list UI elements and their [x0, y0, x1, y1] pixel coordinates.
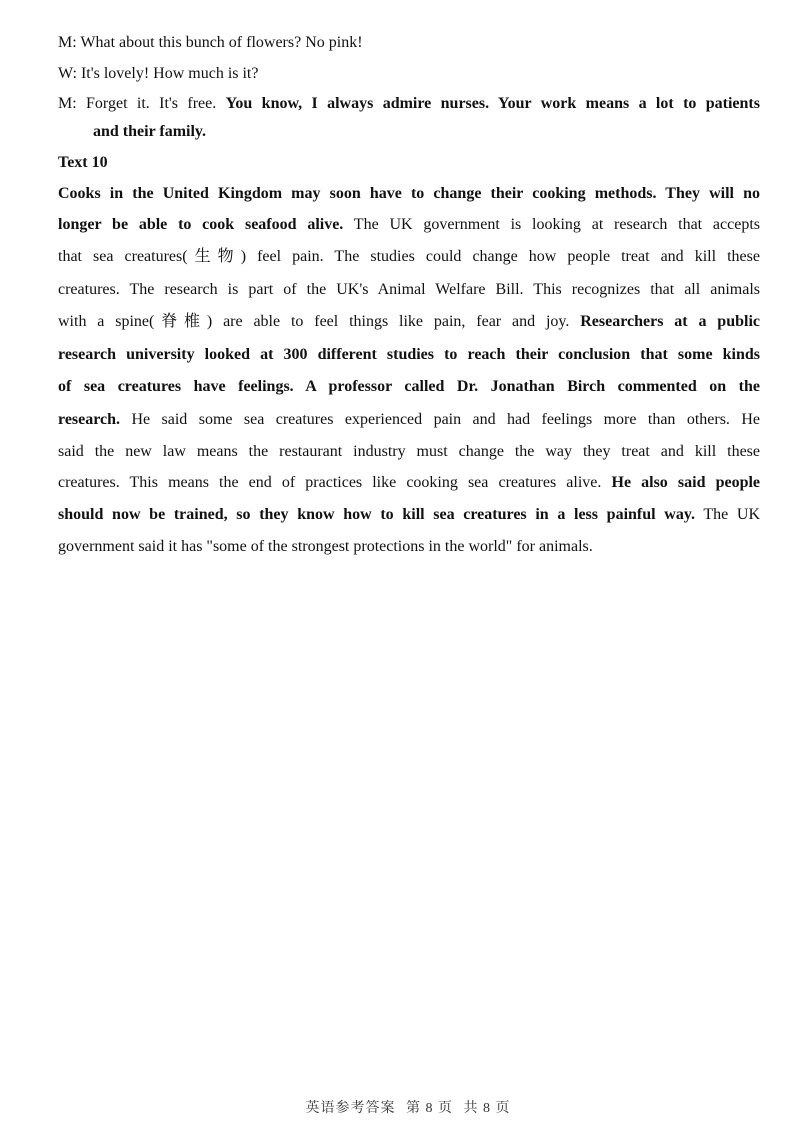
text-line — [58, 473, 760, 493]
text-line — [58, 64, 760, 84]
bold-text: He also said people — [611, 474, 761, 491]
text-segment: creatures. The research is part of the UK's Animal Welfare Bill. This recognizes that all animals — [58, 281, 760, 298]
text-segment: with a spine(脊椎) are able to feel things like pain, fear and joy. — [58, 313, 581, 330]
text-line — [58, 215, 760, 235]
text-line — [58, 377, 760, 397]
text-line — [58, 410, 760, 430]
text-line — [58, 312, 760, 332]
text-line — [58, 345, 760, 365]
text-line — [58, 94, 760, 114]
text-line — [58, 184, 760, 204]
bold-text: You know, I always admire nurses. Your work means a lot to patients — [225, 95, 760, 112]
text-segment: said the new law means the restaurant industry must change the way they treat and kill these — [58, 443, 760, 460]
text-segment: W: It's lovely! How much is it? — [58, 65, 259, 82]
text-line — [58, 280, 760, 300]
bold-text: should now be trained, so they know how to kill sea creatures in a less painful way. — [58, 506, 695, 523]
footer-page-number: 第 8 页 — [406, 1101, 453, 1116]
bold-text: longer be able to cook seafood alive. — [58, 216, 344, 233]
text-segment: that sea creatures(生物) feel pain. The studies could change how people treat and kill these — [58, 248, 760, 265]
text-line — [58, 153, 760, 173]
text-line — [58, 505, 760, 525]
text-segment: M: What about this bunch of flowers? No pink! — [58, 34, 363, 51]
bold-text: research university looked at 300 different studies to reach their conclusion that some kinds — [58, 346, 760, 363]
text-segment: government said it has "some of the strongest protections in the world" for animals. — [58, 538, 593, 555]
bold-text: and their family. — [93, 123, 207, 140]
text-line — [58, 442, 760, 462]
page-footer — [0, 1097, 800, 1117]
footer-total-pages: 共 8 页 — [463, 1101, 511, 1116]
text-segment: The UK government is looking at research that accepts — [343, 216, 760, 233]
bold-text: research. — [58, 411, 121, 428]
text-segment: M: Forget it. It's free. — [58, 95, 226, 112]
bold-text: of sea creatures have feelings. A professor called Dr. Jonathan Birch commented on the — [58, 378, 760, 395]
footer-doc-title: 英语参考答案 — [305, 1101, 396, 1116]
text-segment: creatures. This means the end of practices like cooking sea creatures alive. — [58, 474, 612, 491]
bold-text: Cooks in the United Kingdom may soon have to change their cooking methods. They will no — [58, 185, 760, 202]
bold-text: Text 10 — [58, 154, 108, 171]
text-line — [58, 537, 760, 557]
text-segment: The UK — [694, 506, 760, 523]
text-segment: He said some sea creatures experienced pain and had feelings more than others. He — [120, 411, 760, 428]
text-line — [58, 33, 760, 53]
bold-text: Researchers at a public — [580, 313, 760, 330]
text-line — [93, 122, 760, 142]
text-line — [58, 247, 760, 267]
